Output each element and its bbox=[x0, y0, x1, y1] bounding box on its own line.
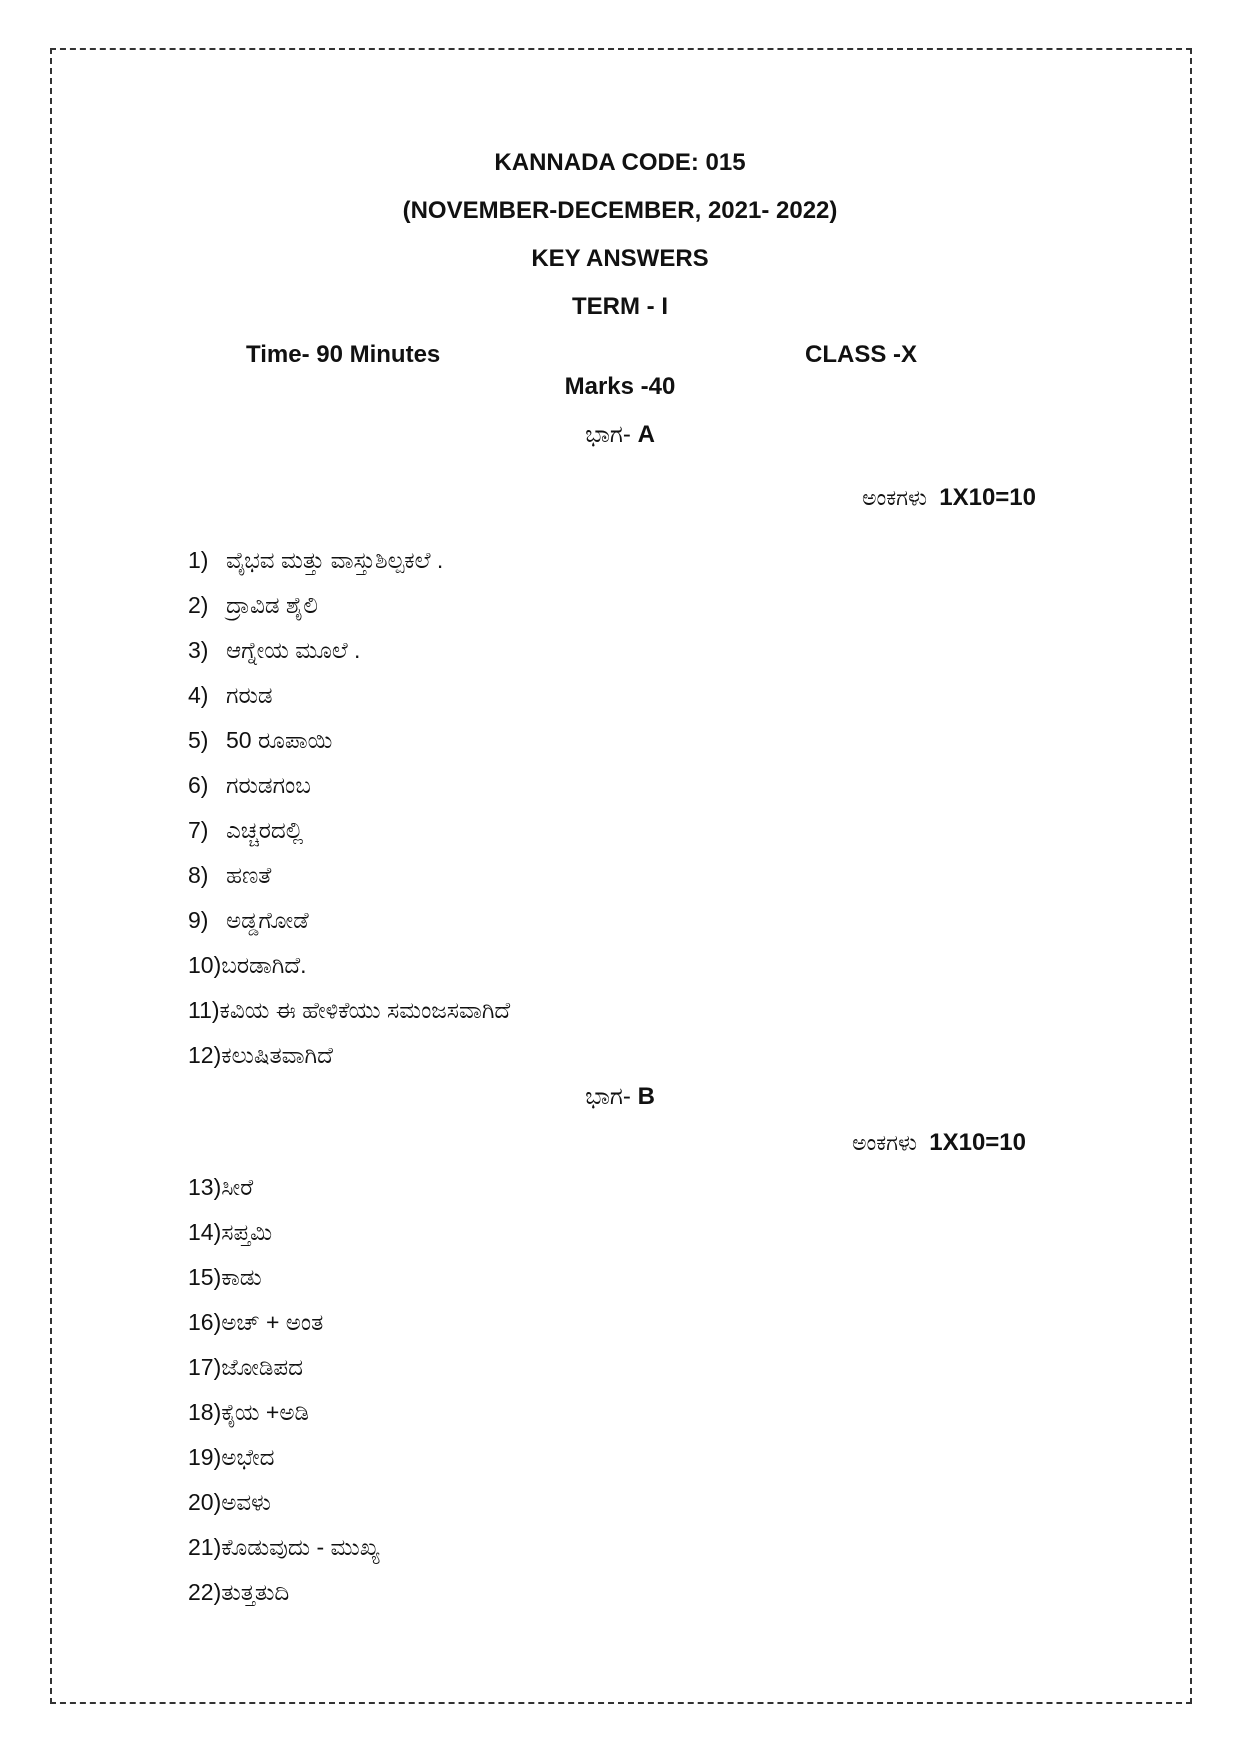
section-a-answer-list bbox=[188, 538, 510, 1078]
list-item: 1) ವೈಭವ ಮತ್ತು ವಾಸ್ತುಶಿಲ್ಪಕಲೆ . bbox=[188, 547, 444, 573]
list-item: 21)ಕೊಡುವುದು - ಮುಖ್ಯ bbox=[188, 1534, 380, 1560]
term-label: TERM - I bbox=[572, 293, 668, 320]
list-item: 7) ಎಚ್ಚರದಲ್ಲಿ bbox=[188, 817, 304, 843]
subject-code: KANNADA CODE: 015 bbox=[494, 149, 746, 176]
list-item: 17)ಜೋಡಿಪದ bbox=[188, 1354, 304, 1380]
exam-session: (NOVEMBER-DECEMBER, 2021- 2022) bbox=[402, 197, 838, 224]
list-item: 15)ಕಾಡು bbox=[188, 1264, 262, 1290]
list-item: 4) ಗರುಡ bbox=[188, 682, 273, 708]
section-a-title bbox=[0, 420, 1240, 450]
list-item: 5) 50 ರೂಪಾಯಿ bbox=[188, 727, 333, 753]
section-b-marks-value: 1X10=10 bbox=[929, 1129, 1026, 1156]
section-b-letter: B bbox=[637, 1083, 655, 1110]
marks-label: Marks -40 bbox=[564, 373, 676, 400]
section-a-marks-label: ಅಂಕಗಳು bbox=[862, 485, 927, 510]
list-item: 22)ತುತ್ತತುದಿ bbox=[188, 1579, 290, 1605]
list-item: 11)ಕವಿಯ ಈ ಹೇಳಿಕೆಯು ಸಮಂಜಸವಾಗಿದೆ bbox=[188, 997, 511, 1023]
list-item: 13)ಸೀರೆ bbox=[188, 1174, 254, 1200]
section-a-marks-value: 1X10=10 bbox=[939, 484, 1036, 511]
section-a-letter: A bbox=[637, 421, 655, 448]
time-label: Time- 90 Minutes bbox=[246, 341, 441, 368]
section-b-marks-label: ಅಂಕಗಳು bbox=[852, 1130, 917, 1155]
section-b-answer-list bbox=[188, 1165, 380, 1615]
list-item: 10)ಬರಡಾಗಿದೆ. bbox=[188, 952, 307, 978]
list-item: 9) ಅಡ್ಡಗೋಡೆ bbox=[188, 907, 309, 933]
list-item: 19)ಅಭೇದ bbox=[188, 1444, 275, 1470]
list-item: 2) ದ್ರಾವಿಡ ಶೈಲಿ bbox=[188, 592, 318, 618]
list-item: 8) ಹಣತೆ bbox=[188, 862, 272, 888]
list-item: 18)ಕೈಯ +ಅಡಿ bbox=[188, 1399, 310, 1425]
section-a-marks bbox=[862, 483, 1036, 513]
section-b-title bbox=[0, 1082, 1240, 1112]
list-item: 20)ಅವಳು bbox=[188, 1489, 271, 1515]
list-item: 16)ಅಚ್ + ಅಂತ bbox=[188, 1309, 324, 1335]
section-b-marks bbox=[852, 1128, 1026, 1158]
list-item: 12)ಕಲುಷಿತವಾಗಿದೆ bbox=[188, 1042, 333, 1068]
class-label: CLASS -X bbox=[805, 341, 918, 368]
list-item: 14)ಸಪ್ತಮಿ bbox=[188, 1219, 273, 1245]
list-item: 6) ಗರುಡಗಂಬ bbox=[188, 772, 311, 798]
section-a-prefix: ಭಾಗ- bbox=[585, 421, 631, 448]
section-b-prefix: ಭಾಗ- bbox=[585, 1083, 631, 1110]
list-item: 3) ಆಗ್ನೇಯ ಮೂಲೆ . bbox=[188, 637, 361, 663]
document-title: KEY ANSWERS bbox=[531, 245, 709, 272]
